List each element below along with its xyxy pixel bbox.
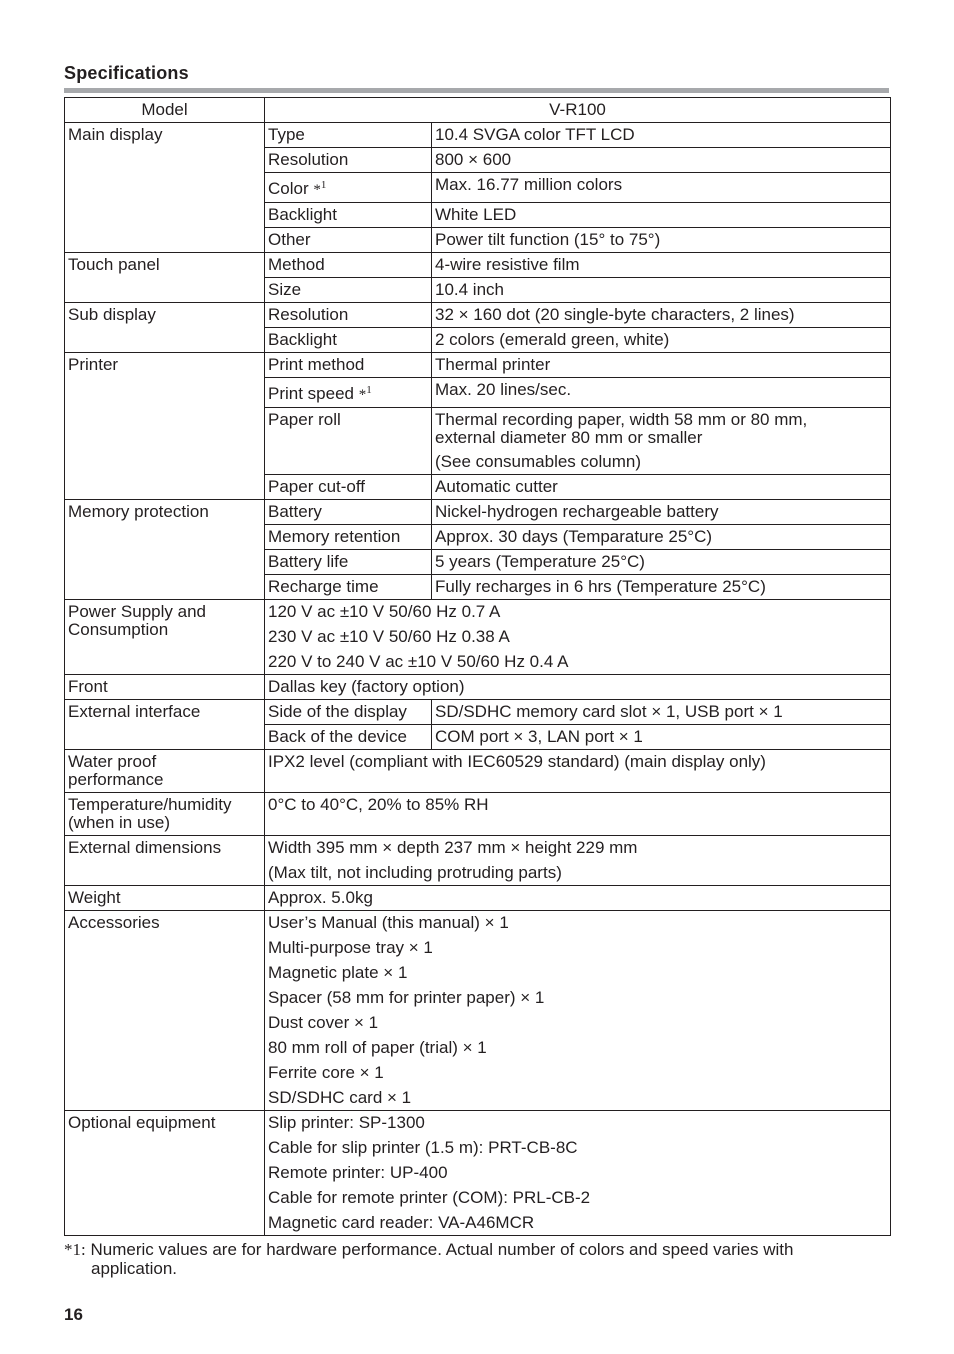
spec-value-line: Thermal recording paper, width 58 mm or 80 mm, <box>435 410 808 429</box>
list-item: Slip printer: SP-1300 <box>268 1113 425 1132</box>
spec-key: Paper cut-off <box>265 475 432 500</box>
spec-key: Method <box>265 253 432 278</box>
footnote-text: Numeric values are for hardware performance. Actual number of colors and speed varies with <box>90 1240 794 1259</box>
spec-key: Print speed <box>268 384 354 403</box>
table-row <box>65 353 891 378</box>
list-item: Cable for slip printer (1.5 m): PRT-CB-8C <box>268 1138 578 1157</box>
list-item: 230 V ac ±10 V 50/60 Hz 0.38 A <box>268 627 510 646</box>
table-row <box>65 500 891 525</box>
spec-value: 0°C to 40°C, 20% to 85% RH <box>265 793 891 836</box>
spec-key: Resolution <box>265 303 432 328</box>
list-item: Spacer (58 mm for printer paper) × 1 <box>268 988 545 1007</box>
spec-value: Approx. 30 days (Temparature 25°C) <box>432 525 891 550</box>
list-item: Remote printer: UP-400 <box>268 1163 448 1182</box>
label-line: Power Supply and <box>68 602 206 621</box>
spec-key: Battery life <box>265 550 432 575</box>
list-item: Magnetic card reader: VA-A46MCR <box>268 1213 535 1232</box>
list-item: (Max tilt, not including protruding parts) <box>268 863 562 882</box>
table-row <box>65 675 891 700</box>
spec-value: Dallas key (factory option) <box>265 675 891 700</box>
spec-key: Color <box>268 179 309 198</box>
table-row <box>65 253 891 278</box>
spec-value: Thermal printer <box>432 353 891 378</box>
spec-value: 10.4 SVGA color TFT LCD <box>432 123 891 148</box>
section-label-dimensions: External dimensions <box>65 836 265 886</box>
spec-value: 2 colors (emerald green, white) <box>432 328 891 353</box>
table-row <box>65 123 891 148</box>
spec-key: Side of the display <box>265 700 432 725</box>
table-row <box>65 793 891 836</box>
spec-key: Other <box>265 228 432 253</box>
section-label-water-proof <box>65 750 265 793</box>
spec-value: IPX2 level (compliant with IEC60529 standard) (main display only) <box>265 750 891 793</box>
label-line: Consumption <box>68 620 169 639</box>
table-row <box>65 1111 891 1236</box>
section-label-optional-equipment: Optional equipment <box>65 1111 265 1236</box>
footnote-reference: *$^1$ <box>313 179 327 198</box>
spec-key: Backlight <box>265 203 432 228</box>
footnote <box>64 1240 884 1278</box>
page-title: Specifications <box>64 63 189 83</box>
label-line: Temperature/humidity <box>68 795 232 814</box>
spec-value: Fully recharges in 6 hrs (Temperature 25°C) <box>432 575 891 600</box>
list-item: Cable for remote printer (COM): PRL-CB-2 <box>268 1188 591 1207</box>
section-label-external-interface: External interface <box>65 700 265 750</box>
footnote-mark: *1: <box>64 1240 86 1259</box>
spec-key: Size <box>265 278 432 303</box>
spec-key: Memory retention <box>265 525 432 550</box>
section-label-weight: Weight <box>65 886 265 911</box>
list-item: User’s Manual (this manual) × 1 <box>268 913 509 932</box>
spec-value: Approx. 5.0kg <box>265 886 891 911</box>
table-row <box>65 98 891 123</box>
section-label-power-supply <box>65 600 265 675</box>
spec-key: Paper roll <box>265 408 432 475</box>
footnote-reference: *$^1$ <box>358 384 372 403</box>
list-item: 220 V to 240 V ac ±10 V 50/60 Hz 0.4 A <box>268 652 569 671</box>
list-item: 80 mm roll of paper (trial) × 1 <box>268 1038 487 1057</box>
footnote-text-continued: application. <box>91 1259 178 1278</box>
section-label-memory-protection: Memory protection <box>65 500 265 600</box>
table-row <box>65 750 891 793</box>
spec-value: Nickel-hydrogen rechargeable battery <box>432 500 891 525</box>
spec-value: 32 × 160 dot (20 single-byte characters, 2 lines) <box>432 303 891 328</box>
dimensions-values <box>265 836 891 886</box>
list-item: SD/SDHC card × 1 <box>268 1088 412 1107</box>
model-value: V-R100 <box>265 98 891 123</box>
list-item: 120 V ac ±10 V 50/60 Hz 0.7 A <box>268 602 501 621</box>
table-row <box>65 911 891 1111</box>
list-item: Ferrite core × 1 <box>268 1063 384 1082</box>
spec-value-line: external diameter 80 mm or smaller <box>435 428 703 447</box>
section-label-printer: Printer <box>65 353 265 500</box>
spec-value: Automatic cutter <box>432 475 891 500</box>
spec-value: 5 years (Temperature 25°C) <box>432 550 891 575</box>
section-label-sub-display: Sub display <box>65 303 265 353</box>
list-item: Width 395 mm × depth 237 mm × height 229 mm <box>268 838 638 857</box>
spec-value: 800 × 600 <box>432 148 891 173</box>
spec-key: Type <box>265 123 432 148</box>
section-label-temperature <box>65 793 265 836</box>
section-label-touch-panel: Touch panel <box>65 253 265 303</box>
spec-key-with-note <box>265 173 432 203</box>
page-number: 16 <box>64 1305 83 1324</box>
spec-value: 4-wire resistive film <box>432 253 891 278</box>
section-label-front: Front <box>65 675 265 700</box>
spec-key: Resolution <box>265 148 432 173</box>
spec-key-with-note <box>265 378 432 408</box>
title-rule <box>64 88 889 93</box>
spec-value-multiline <box>432 408 891 475</box>
label-line: (when in use) <box>68 813 171 832</box>
spec-value: COM port × 3, LAN port × 1 <box>432 725 891 750</box>
table-row <box>65 836 891 886</box>
spec-key: Recharge time <box>265 575 432 600</box>
spec-key: Print method <box>265 353 432 378</box>
label-line: Water proof <box>68 752 157 771</box>
section-label-main-display: Main display <box>65 123 265 253</box>
model-label: Model <box>65 98 265 123</box>
table-row <box>65 303 891 328</box>
list-item: Magnetic plate × 1 <box>268 963 408 982</box>
spec-value: Max. 16.77 million colors <box>432 173 891 203</box>
label-line: performance <box>68 770 164 789</box>
spec-key: Back of the device <box>265 725 432 750</box>
optional-equipment-list <box>265 1111 891 1236</box>
power-supply-values <box>265 600 891 675</box>
accessories-list <box>265 911 891 1111</box>
list-item: Dust cover × 1 <box>268 1013 379 1032</box>
spec-key: Battery <box>265 500 432 525</box>
specifications-table <box>64 97 891 1236</box>
spec-value: 10.4 inch <box>432 278 891 303</box>
spec-key: Backlight <box>265 328 432 353</box>
spec-value: SD/SDHC memory card slot × 1, USB port × 1 <box>432 700 891 725</box>
list-item: Multi-purpose tray × 1 <box>268 938 433 957</box>
table-row <box>65 886 891 911</box>
spec-value: White LED <box>432 203 891 228</box>
spec-value-line: (See consumables column) <box>435 452 641 471</box>
spec-value: Max. 20 lines/sec. <box>432 378 891 408</box>
table-row <box>65 600 891 675</box>
section-label-accessories: Accessories <box>65 911 265 1111</box>
table-row <box>65 700 891 725</box>
spec-value: Power tilt function (15° to 75°) <box>432 228 891 253</box>
